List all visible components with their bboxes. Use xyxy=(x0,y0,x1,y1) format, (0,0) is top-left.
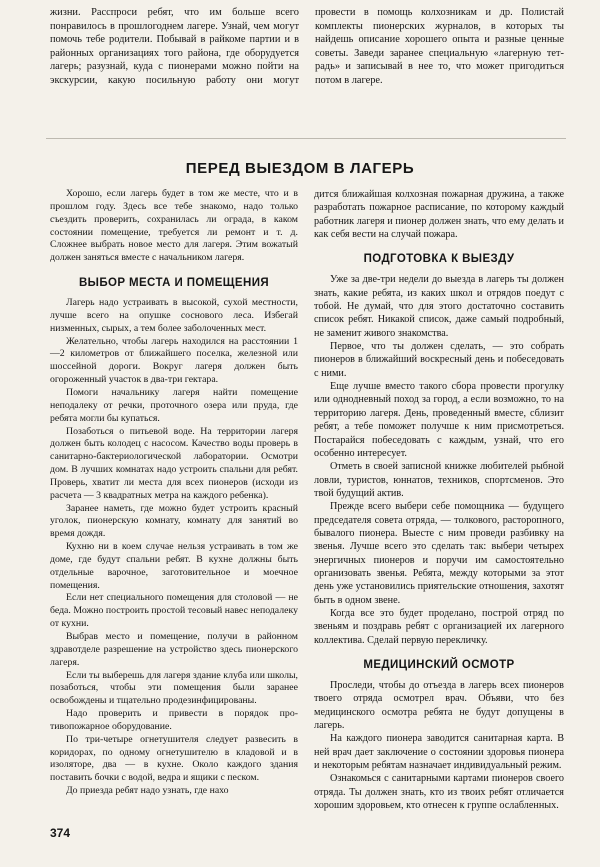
right-paragraph: Когда все это будет проделано, построй отряд по звеньям и поздравь ребят с организацией их лагерного коллектива. Сделай первую перекличку. xyxy=(314,607,564,646)
top-left-text xyxy=(50,6,564,132)
right-paragraph: Уже за две-три недели до выезда в лагерь ты должен знать, какие ребята, из каких школ и отрядов поедут с тобой. Не думай, что для этого достаточно составить список ребят. Никакой список, даже самый подробный, не заменит живого знакомства. xyxy=(314,274,564,339)
left-paragraph: По три-четыре огнетушителя следует развесить в коридорах, по одному огнетушителю в кладовой и в изоляторе, два — в кухне. Около каждого здания поставить бочки с водой, ведра и ящики с песком. xyxy=(50,733,298,784)
right-paragraph: Прежде всего выбери себе помощника — будущего председателя совета отряда, — толкового, расторопного, бывалого пионера. Выесте с ним проведи разбивку на звенья. Лучше всего это сделать так: выбери четырех энергичных пионеров и поручи им самостоятельно организовать звенья. Ребята, между которыми за этот день уже установились приятельские отношения, захотят быть в одном звене. xyxy=(314,501,564,606)
right-paragraph: Отметь в своей записной книжке любителей рыбной ловли, туристов, юннатов, техников, спортсменов. Это твой будущий актив. xyxy=(314,461,564,499)
left-paragraph: Если ты выберешь для лагеря здание клуба или школы, позаботься, чтобы эти помещения были заранее освобождены и тщательно продезинфицированы. xyxy=(50,669,298,707)
right-paragraph: Первое, что ты должен сделать, — это собрать пионеров в ближайший воскресный день и побеседовать с ними. xyxy=(314,341,564,379)
left-paragraph: Если нет специального помещения для столовой — не беда. Можно построить простой тесовый навес неподалеку от кухни. xyxy=(50,592,298,630)
heading-preparation: ПОДГОТОВКА К ВЫЕЗДУ xyxy=(363,253,515,266)
left-paragraph: Кухню ни в коем случае нельзя устраивать в том же доме, где будут спальни ребят. В кухне должны быть отдельные варочное, заготовительное и моечное помещения. xyxy=(50,541,298,591)
left-paragraph: Лагерь надо устраивать в высокой, сухой местности, лучше всего на опушке соснового леса. Избегай низменных, сырых, а тем более заболоченных мест. xyxy=(50,297,298,334)
right-paragraph: Проследи, чтобы до отъезда в лагерь всех пионеров твоего отряда осмотрел врач. Объяви, что без медицинского осмотра ребята не будут допущены в лагерь. xyxy=(314,680,564,732)
right-column xyxy=(314,188,564,812)
right-intro: дится ближайшая колхозная пожарная дружина, а также разработать пожарное расписание, по которому каждый работник лагеря и пионер должен знать, что ему делать и как себя вести на случай пожара. xyxy=(314,189,564,241)
right-paragraph: Еще лучше вместо такого сбора провести прогулку или однодневный поход за город, а если возможно, то на территорию лагеря. День, проведенный вместе, сблизит ребят, а тебе поможет получше к ним присмотреться. Постарайся побеседовать с каждым, узнай, что его особенно интересует. xyxy=(314,381,564,459)
right-paragraph: Ознакомься с санитарными картами пионеров своего отряда. Ты должен знать, кто из твоих ребят отличается хорошим здоровьем, кто отнесен к группе ослабленных. xyxy=(314,773,564,812)
left-paragraph: Позаботься о питьевой воде. На территории лагеря должен быть колодец с насосом. Качество воды проверь в санитарно-бактериологической лаборатории. Осмотри дом. В лучших комнатах надо устроить спальни для ребят. Проверь, хватит ли места для всех пионеров (исходи из расчета — 3 квадратных метра на каждого ребенка). xyxy=(50,425,298,501)
left-paragraph: До приезда ребят надо узнать, где нахо xyxy=(66,785,229,797)
left-paragraph: Помоги начальнику лагеря найти помещение неподалеку от речки, проточного озера или пруда, где ребята могли бы купаться. xyxy=(50,386,298,424)
heading-site-selection: ВЫБОР МЕСТА И ПОМЕЩЕНИЯ xyxy=(78,277,270,290)
section-title: ПЕРЕД ВЫЕЗДОМ В ЛАГЕРЬ xyxy=(185,160,415,177)
page-number: 374 xyxy=(50,826,71,840)
top-paragraph: жизни. Расспроси ребят, что им больше всего понравилось в прошлогоднем лагере. Узнай, чем могут помочь тебе родители. Побывай в райкоме партии и в районных организациях того района, где оборудуется лагерь; разузнай, куда с пионерами можно пойти на экскурсии, какую посильную работу они могут провести в помощь колхозникам и др. Полистай комплекты пионерских журналов, в которых ты найдешь описание хорошего опыта и разные ценные советы. Заведи заранее специальную «лагерную тетрадь» и записывай в нее то, что может пригодиться потом в лагере. xyxy=(50,7,564,86)
section-divider xyxy=(46,138,566,139)
left-intro: Хорошо, если лагерь будет в том же месте, что и в прошлом году. Здесь все тебе знакомо, надо только съездить проверить, сохранилась ли ограда, в каком состоянии помещение, требуется ли ремонт и т. д. Сложнее выбрать новое место для лагеря. Этим вожатый должен заняться вместе с начальником лагеря. xyxy=(50,188,298,264)
left-paragraph: Надо проверить и привести в порядок противопожарное оборудование. xyxy=(50,708,298,732)
right-paragraph: На каждого пионера заводится санитарная карта. В ней врач дает заключение о состоянии здоровья пионера и некоторым ребятам назначает индивидуальный режим. xyxy=(314,733,564,772)
left-paragraph: Заранее наметь, где можно будет устроить красный уголок, пионерскую комнату, комнату для занятий во время дождя. xyxy=(50,502,298,540)
left-paragraph: Выбрав место и помещение, получи в районном здравотделе разрешение на устройство здесь пионерского лагеря. xyxy=(50,631,298,668)
left-paragraph: Желательно, чтобы лагерь находился на расстоянии 1—2 километров от ближайшего поселка, железной или шоссейной дороги. Вокруг лагеря должен быть огороженный участок в два-три гектара. xyxy=(50,335,298,386)
left-column xyxy=(50,188,298,798)
heading-medical-exam: МЕДИЦИНСКИЙ ОСМОТР xyxy=(363,659,515,671)
